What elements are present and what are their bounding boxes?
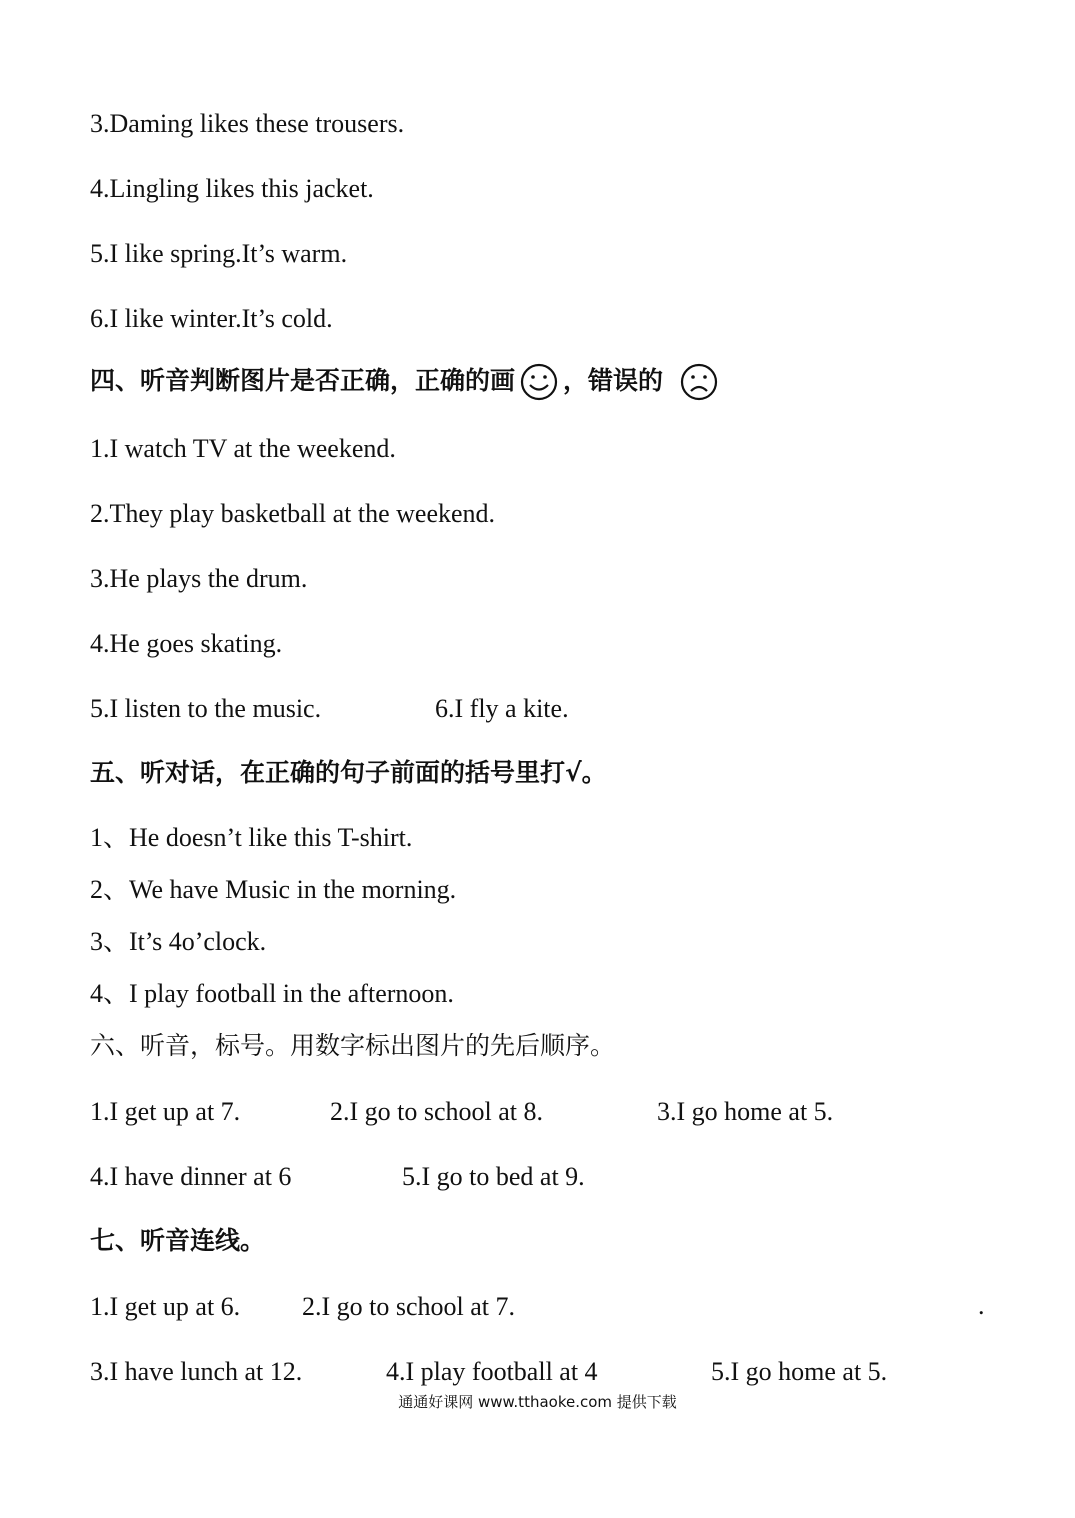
list-row [90, 693, 569, 725]
list-item: 2.They play basketball at the weekend. [90, 499, 496, 528]
list-row [90, 1291, 515, 1323]
list-item: 5.I like spring.It’s warm. [90, 239, 348, 268]
list-item: 4、I play football in the afternoon. [90, 979, 454, 1008]
list-item: 1.I get up at 6. [90, 1292, 241, 1321]
section-4-heading-part1: 四、听音判断图片是否正确，正确的画 [90, 366, 516, 395]
section-7-heading: 七、听音连线。 [90, 1226, 266, 1255]
list-item: 4.Lingling likes this jacket. [90, 174, 374, 203]
section-4-heading [90, 362, 723, 402]
list-item: 6.I like winter.It’s cold. [90, 304, 333, 333]
list-item: 3、It’s 4o’clock. [90, 927, 267, 956]
stray-mark: . [978, 1291, 985, 1320]
list-item: 2.I go to school at 7. [302, 1292, 516, 1321]
list-item: 3.Daming likes these trousers. [90, 109, 405, 138]
smiley-face-icon [519, 362, 559, 402]
list-item: 1.I get up at 7. [90, 1097, 241, 1126]
section-5-heading: 五、听对话，在正确的句子前面的括号里打√。 [90, 758, 607, 787]
list-item: 2、We have Music in the morning. [90, 875, 457, 904]
list-item: 3.He plays the drum. [90, 564, 308, 593]
list-row [90, 1356, 887, 1388]
list-item: 2.I go to school at 8. [330, 1097, 544, 1126]
list-item: 3.I go home at 5. [657, 1097, 834, 1126]
list-item: 1.I watch TV at the weekend. [90, 434, 396, 463]
sad-face-icon [679, 362, 719, 402]
list-item: 6.I fly a kite. [435, 694, 569, 723]
list-item: 3.I have lunch at 12. [90, 1357, 303, 1386]
list-row [90, 1096, 833, 1128]
page-footer: 通通好课网 www.tthaoke.com 提供下载 [398, 1393, 677, 1411]
list-item: 4.I have dinner at 6 [90, 1162, 292, 1191]
list-item: 5.I go to bed at 9. [402, 1162, 585, 1191]
list-item: 1、He doesn’t like this T-shirt. [90, 823, 413, 852]
section-6-heading: 六、听音，标号。用数字标出图片的先后顺序。 [90, 1031, 616, 1060]
section-4-heading-part2: ，错误的 [563, 366, 664, 395]
list-item: 4.He goes skating. [90, 629, 283, 658]
list-item: 4.I play football at 4 [386, 1357, 598, 1386]
list-row [90, 1161, 585, 1193]
list-item: 5.I go home at 5. [711, 1357, 888, 1386]
list-item: 5.I listen to the music. [90, 694, 322, 723]
